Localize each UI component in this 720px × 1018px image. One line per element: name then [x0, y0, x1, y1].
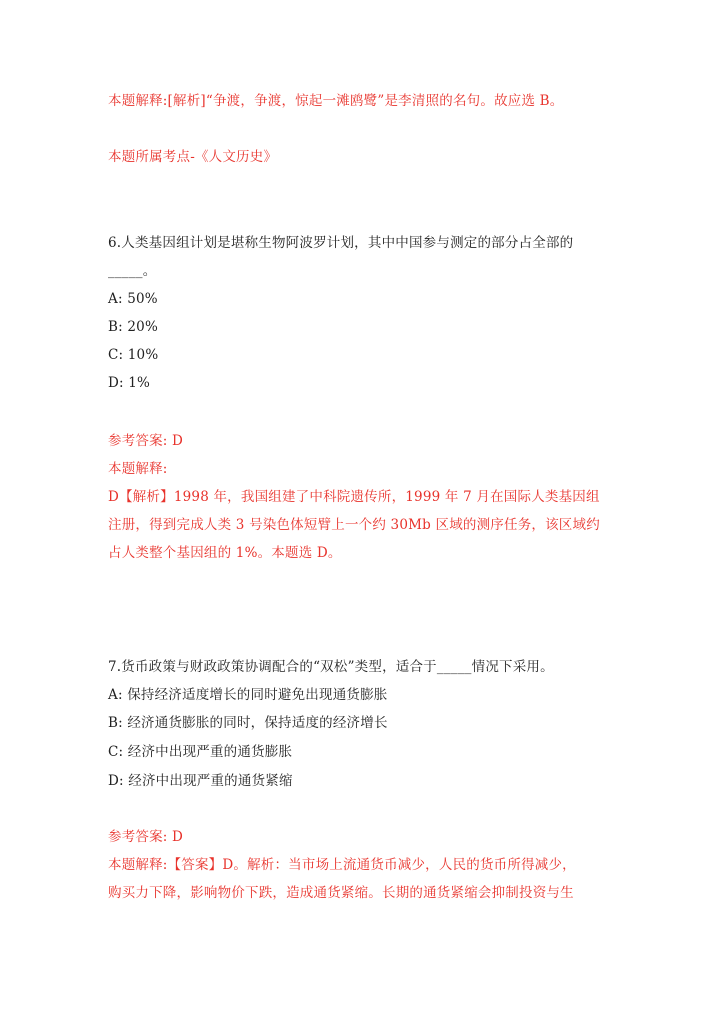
q6-option-a: A: 50%: [108, 291, 158, 307]
prev-topic: 本题所属考点-《人文历史》: [108, 149, 278, 165]
q6-stem-line2: _____。: [108, 263, 157, 279]
q7-option-c: C: 经济中出现严重的通货膨胀: [108, 744, 293, 760]
q6-explanation-line3: 占人类整个基因组的 1%。本题选 D。: [108, 545, 342, 561]
q7-explanation-line1: 本题解释:【答案】D。解析：当市场上流通货币减少，人民的货币所得减少，: [108, 857, 576, 873]
q6-option-b: B: 20%: [108, 319, 158, 335]
q7-option-b: B: 经济通货膨胀的同时，保持适度的经济增长: [108, 715, 388, 731]
q7-option-a: A: 保持经济适度增长的同时避免出现通货膨胀: [108, 687, 388, 703]
q7-explanation-line2: 购买力下降，影响物价下跌，造成通货紧缩。长期的通货紧缩会抑制投资与生: [108, 885, 574, 901]
q7-answer: 参考答案: D: [108, 829, 184, 845]
q6-stem-line1: 6.人类基因组计划是堪称生物阿波罗计划，其中中国参与测定的部分占全部的: [108, 235, 574, 251]
q7-stem: 7.货币政策与财政政策协调配合的“双松”类型，适合于_____情况下采用。: [108, 659, 554, 675]
q7-option-d: D: 经济中出现严重的通货紧缩: [108, 773, 293, 789]
q6-option-d: D: 1%: [108, 375, 151, 391]
q6-explanation-line2: 注册，得到完成人类 3 号染色体短臂上一个约 30Mb 区域的测序任务，该区域约: [108, 517, 600, 533]
q6-option-c: C: 10%: [108, 347, 159, 363]
q6-explanation-line1: D【解析】1998 年，我国组建了中科院遗传所，1999 年 7 月在国际人类基因组: [108, 489, 600, 505]
q6-explanation-label: 本题解释:: [108, 461, 168, 477]
prev-explanation: 本题解释:[解析]“争渡，争渡，惊起一滩鸥鹭”是李清照的名句。故应选 B。: [108, 93, 564, 109]
q6-answer: 参考答案: D: [108, 433, 184, 449]
